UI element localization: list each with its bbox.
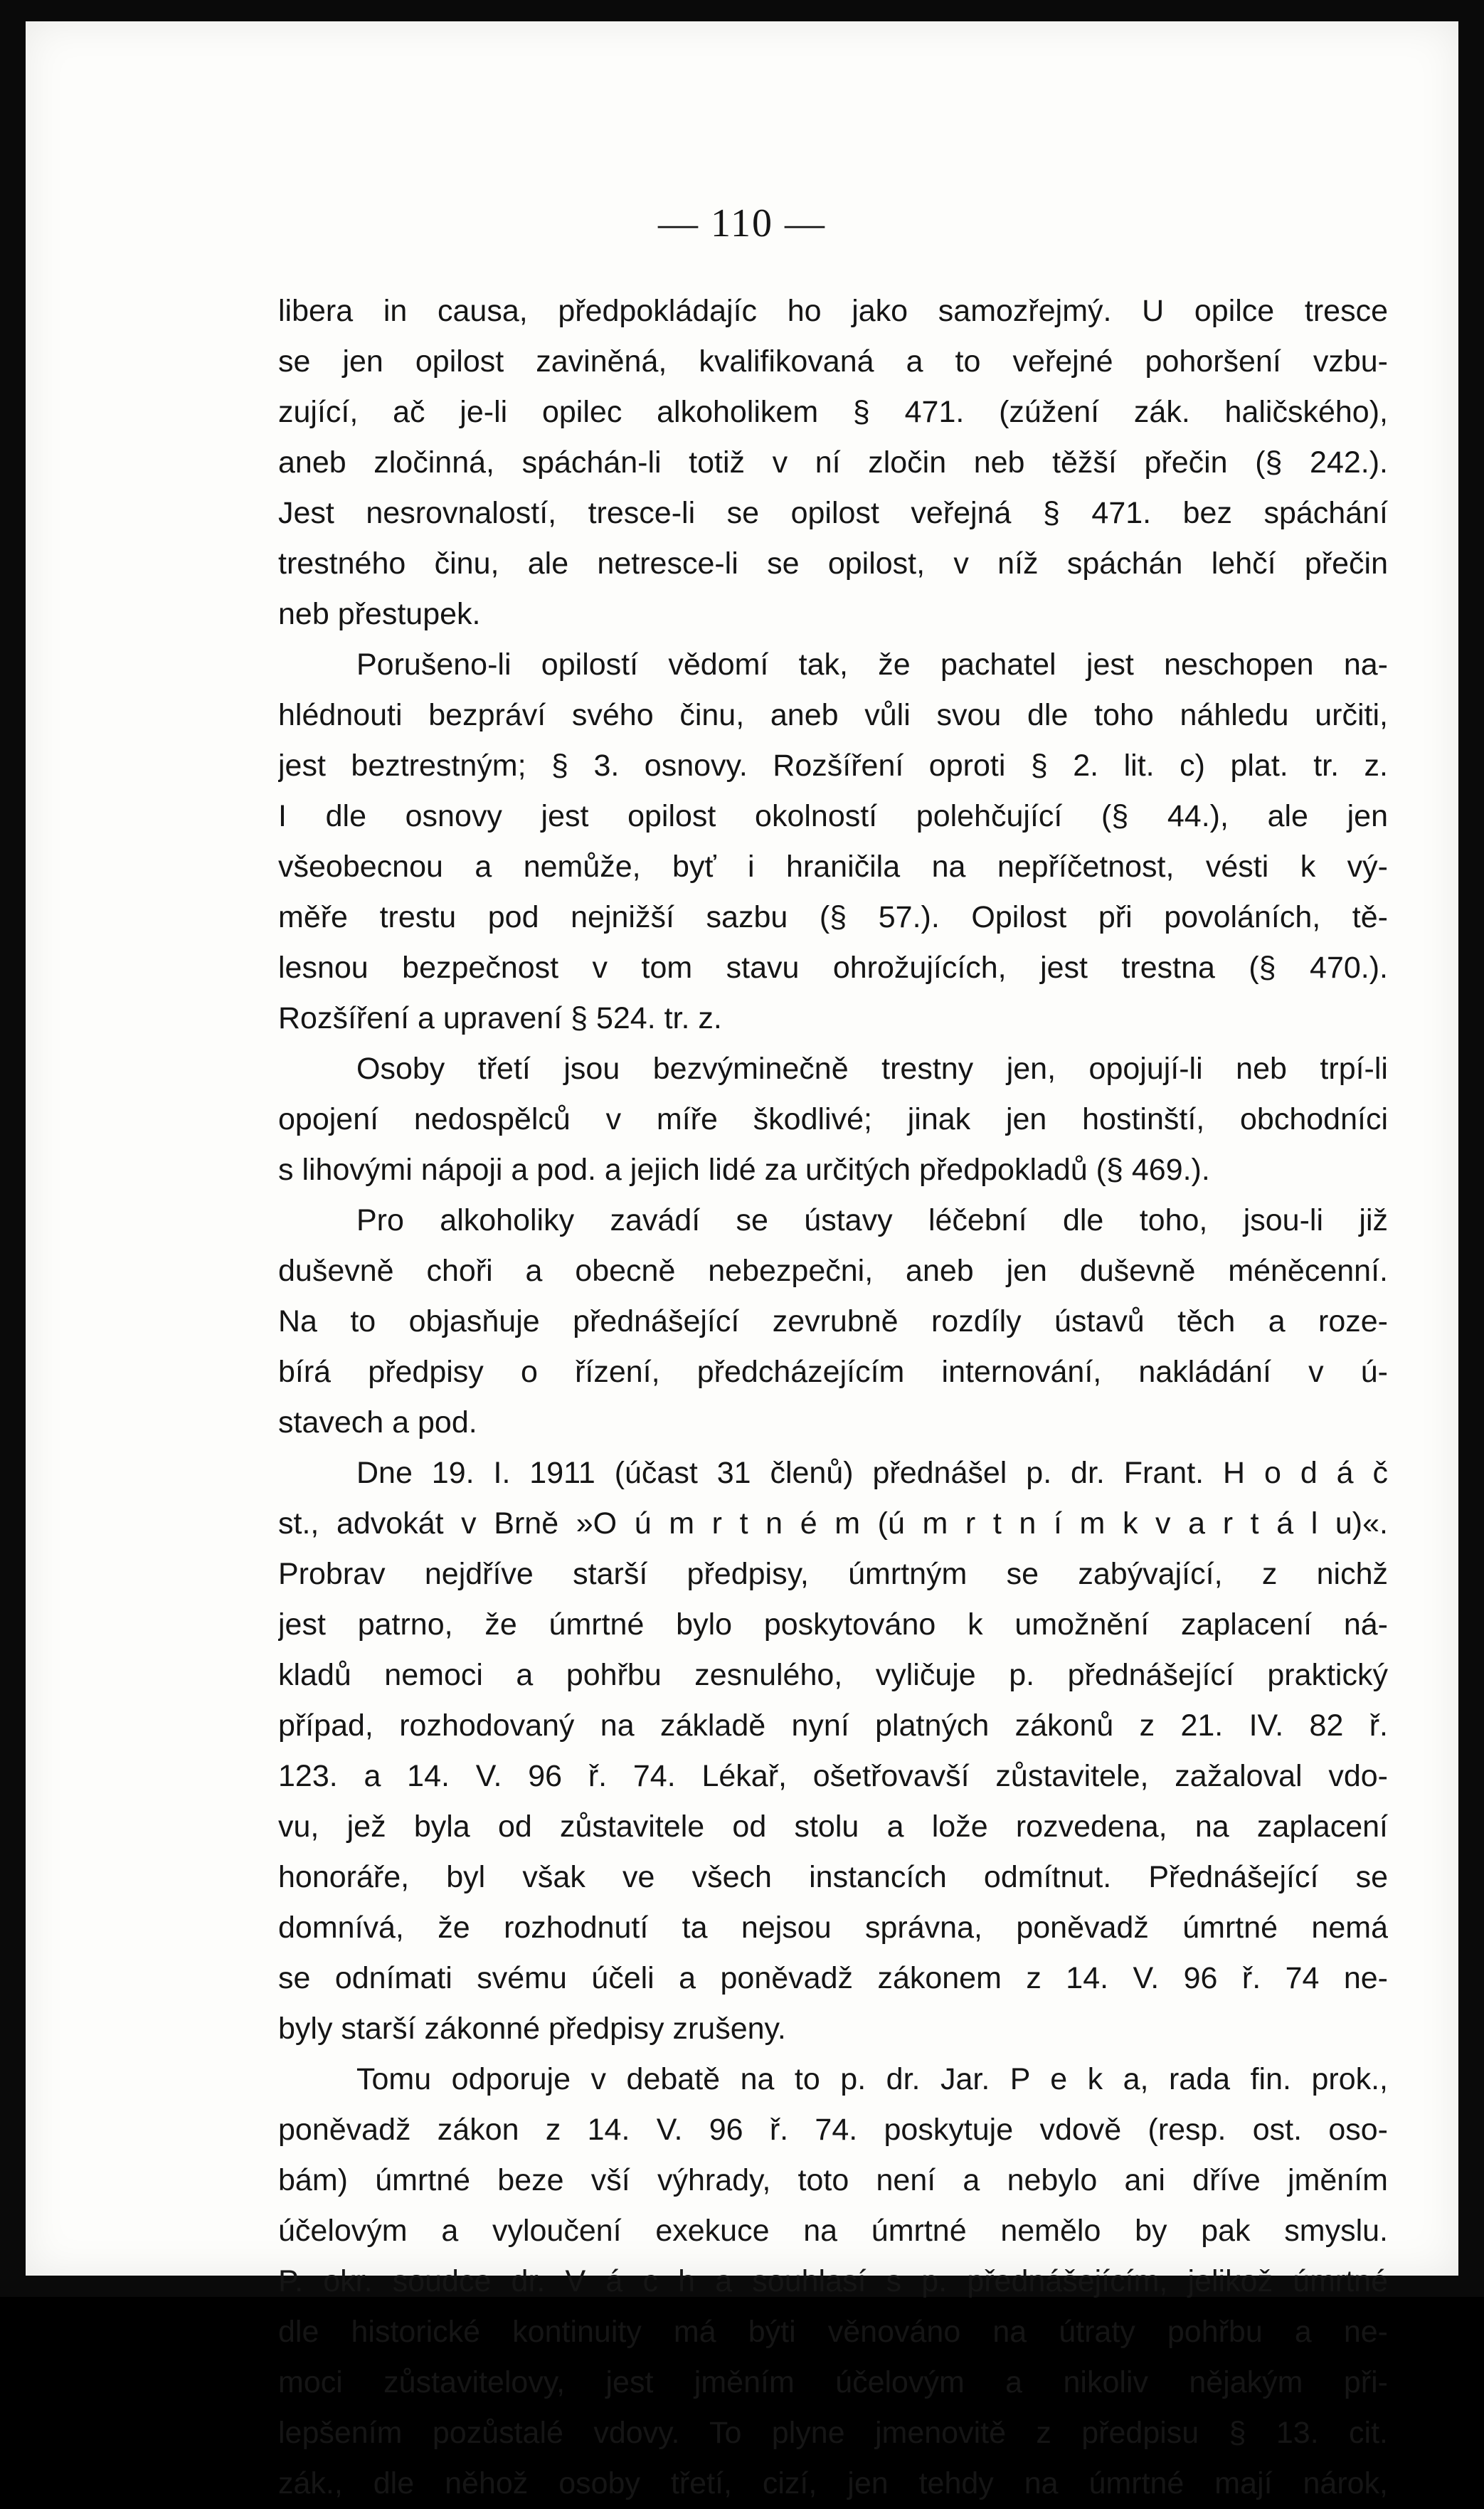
- text-line: P. okr. soudce dr. V á c h a souhlasí s p. přednášejícím, jelikož úmrtné: [278, 2264, 1388, 2298]
- text-line: duševně choři a obecně nebezpečni, aneb jen duševně méněcenní.: [278, 1254, 1388, 1288]
- text-line: jest beztrestným; § 3. osnovy. Rozšíření oproti § 2. lit. c) plat. tr. z.: [278, 749, 1388, 783]
- text-line: vu, jež byla od zůstavitele od stolu a lože rozvedena, na zaplacení: [278, 1810, 1388, 1844]
- text-line: libera in causa, předpokládajíc ho jako samozřejmý. U opilce tresce: [278, 294, 1388, 328]
- text-line: účelovým a vyloučení exekuce na úmrtné nemělo by pak smyslu.: [278, 2214, 1388, 2248]
- text-line: lepšením pozůstalé vdovy. To plyne jmenovitě z předpisu § 13. cit.: [278, 2416, 1388, 2450]
- page-number: — 110 —: [658, 201, 826, 245]
- text-line: neb přestupek.: [278, 597, 481, 631]
- text-line: moci zůstavitelovy, jest jměním účelovým a nikoliv nějakým při-: [278, 2365, 1388, 2399]
- text-line: dle historické kontinuity má býti věnováno na útraty pohřbu a ne-: [278, 2315, 1388, 2349]
- text-line: případ, rozhodovaný na základě nyní platných zákonů z 21. IV. 82 ř.: [278, 1708, 1388, 1743]
- text-line: se odnímati svému účeli a poněvadž zákonem z 14. V. 96 ř. 74 ne-: [278, 1961, 1388, 1995]
- text-line: hlédnouti bezpráví svého činu, aneb vůli svou dle toho náhledu určiti,: [278, 698, 1388, 732]
- text-line: Jest nesrovnalostí, tresce-li se opilost veřejná § 471. bez spáchání: [278, 496, 1388, 530]
- text-line: st., advokát v Brně »O ú m r t n é m (ú m r t n í m k v a r t á l u)«.: [278, 1506, 1388, 1541]
- text-line: zující, ač je-li opilec alkoholikem § 471. (zúžení zák. haličského),: [278, 395, 1388, 429]
- text-line: bírá předpisy o řízení, předcházejícím internování, nakládání v ú-: [278, 1355, 1388, 1389]
- text-line: trestného činu, ale netresce-li se opilost, v níž spáchán lehčí přečin: [278, 546, 1388, 581]
- body-text: [278, 286, 1388, 2509]
- paragraph-1: [278, 286, 1388, 640]
- text-line: lesnou bezpečnost v tom stavu ohrožujících, jest trestna (§ 470.).: [278, 951, 1388, 985]
- text-line: bám) úmrtné beze vší výhrady, toto není a nebylo ani dříve jměním: [278, 2163, 1388, 2197]
- text-line: Osoby třetí jsou bezvýminečně trestny jen, opojují-li neb trpí-li: [356, 1052, 1388, 1086]
- text-line: Porušeno-li opilostí vědomí tak, že pachatel jest neschopen na-: [356, 648, 1388, 682]
- book-page: [26, 21, 1458, 2500]
- text-line: aneb zločinná, spáchán-li totiž v ní zločin neb těžší přečin (§ 242.).: [278, 445, 1388, 480]
- paragraph-3: [278, 1044, 1388, 1195]
- text-line: honoráře, byl však ve všech instancích odmítnut. Přednášející se: [278, 1860, 1388, 1894]
- text-line: všeobecnou a nemůže, byť i hraničila na nepříčetnost, vésti k vý-: [278, 850, 1388, 884]
- text-line: Rozšíření a upravení § 524. tr. z.: [278, 1001, 722, 1035]
- text-line: 123. a 14. V. 96 ř. 74. Lékař, ošetřovavší zůstavitele, zažaloval vdo-: [278, 1759, 1388, 1793]
- text-line: měře trestu pod nejnižší sazbu (§ 57.). Opilost při povoláních, tě-: [278, 900, 1388, 934]
- text-line: jest patrno, že úmrtné bylo poskytováno k umožnění zaplacení ná-: [278, 1607, 1388, 1642]
- text-line: Tomu odporuje v debatě na to p. dr. Jar. P e k a, rada fin. prok.,: [356, 2062, 1388, 2096]
- text-line: kladů nemoci a pohřbu zesnulého, vyličuje p. přednášející praktický: [278, 1658, 1388, 1692]
- text-line: s lihovými nápoji a pod. a jejich lidé za určitých předpokladů (§ 469.).: [278, 1153, 1210, 1187]
- paragraph-5: [278, 1448, 1388, 2054]
- text-line: stavech a pod.: [278, 1405, 477, 1440]
- paragraph-4: [278, 1195, 1388, 1448]
- text-line: I dle osnovy jest opilost okolností polehčující (§ 44.), ale jen: [278, 799, 1388, 833]
- text-line: poněvadž zákon z 14. V. 96 ř. 74. poskytuje vdově (resp. ost. oso-: [278, 2113, 1388, 2147]
- text-line: domnívá, že rozhodnutí ta nejsou správna, poněvadž úmrtné nemá: [278, 1911, 1388, 1945]
- text-line: se jen opilost zaviněná, kvalifikovaná a to veřejné pohoršení vzbu-: [278, 344, 1388, 379]
- text-line: Na to objasňuje přednášející zevrubně rozdíly ústavů těch a roze-: [278, 1304, 1388, 1338]
- paragraph-6: [278, 2054, 1388, 2509]
- paragraph-2: [278, 640, 1388, 1044]
- text-line: Probrav nejdříve starší předpisy, úmrtným se zabývající, z nichž: [278, 1557, 1388, 1591]
- text-line: byly starší zákonné předpisy zrušeny.: [278, 2012, 786, 2046]
- text-line: Dne 19. I. 1911 (účast 31 členů) přednášel p. dr. Frant. H o d á č: [356, 1456, 1388, 1490]
- text-line: Pro alkoholiky zavádí se ústavy léčební dle toho, jsou-li již: [356, 1203, 1388, 1237]
- text-line: zák., dle něhož osoby třetí, cizí, jen tehdy na úmrtné mají nárok,: [278, 2466, 1388, 2500]
- text-line: opojení nedospělců v míře škodlivé; jinak jen hostinští, obchodníci: [278, 1102, 1388, 1136]
